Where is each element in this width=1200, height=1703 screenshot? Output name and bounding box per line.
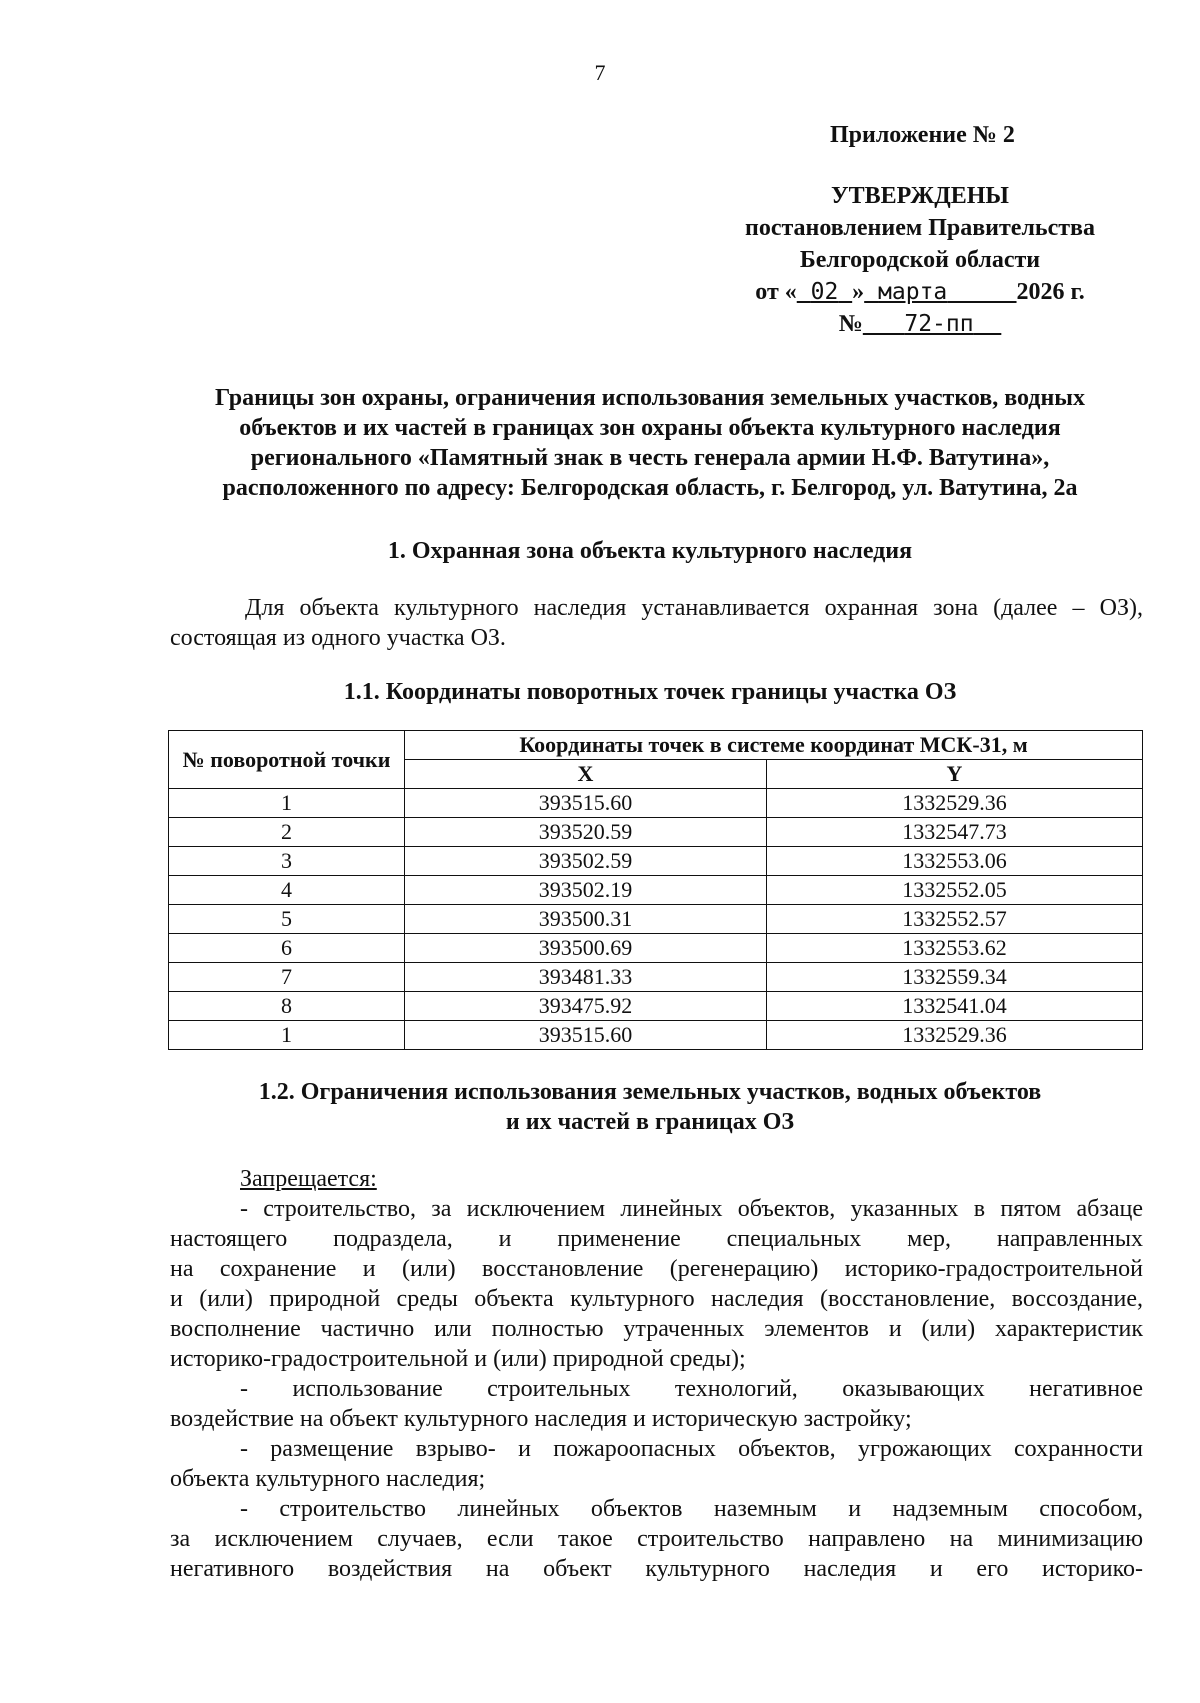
x-cell: 393515.60 [405,789,767,818]
item-3-line-1: - размещение взрыво- и пожароопасных объектов, угрожающих сохранности [240,1436,1143,1462]
section-1-intro [170,593,1143,653]
point-cell: 6 [169,934,405,963]
resolution-number [700,308,1140,340]
y-cell: 1332552.05 [767,876,1143,905]
point-cell: 8 [169,992,405,1021]
intro-line-2: состоящая из одного участка ОЗ. [170,625,506,651]
item-2-line-2: воздействие на объект культурного наследия и историческую застройку; [170,1406,912,1432]
x-cell: 393502.59 [405,847,767,876]
y-cell: 1332547.73 [767,818,1143,847]
title-line-1: Границы зон охраны, ограничения использования земельных участков, водных [214,385,1086,411]
y-cell: 1332541.04 [767,992,1143,1021]
x-cell: 393520.59 [405,818,767,847]
date-year: 2026 г. [1016,279,1085,305]
point-cell: 1 [169,1021,405,1050]
point-cell: 1 [169,789,405,818]
item-1-line-5: восполнение частично или полностью утраченных элементов и (или) характеристик [170,1316,1143,1342]
point-cell: 7 [169,963,405,992]
date-mid: » [852,279,865,305]
title-line-2: объектов и их частей в границах зон охраны объекта культурного наследия [239,415,1061,441]
table-row [169,847,1143,876]
number-value: 72-пп [904,311,974,337]
header-x: X [405,760,767,789]
y-cell: 1332553.06 [767,847,1143,876]
section-1-2-heading-line-1: 1.2. Ограничения использования земельных участков, водных объектов [258,1079,1042,1105]
intro-line-1: Для объекта культурного наследия устанавливается охранная зона (далее – ОЗ), [245,595,1143,621]
x-cell: 393475.92 [405,992,767,1021]
x-cell: 393481.33 [405,963,767,992]
title-line-3: регионального «Памятный знак в честь генерала армии Н.Ф. Ватутина», [250,445,1050,471]
header-point-number: № поворотной точки [169,731,405,789]
page-number: 7 [594,60,606,85]
point-cell: 2 [169,818,405,847]
item-2-line-1: - использование строительных технологий, оказывающих негативное [240,1376,1143,1402]
item-1-line-4: и (или) природной среды объекта культурного наследия (восстановление, воссоздание, [170,1286,1143,1312]
section-1-1-heading: 1.1. Координаты поворотных точек границы участка ОЗ [343,679,957,705]
document-title [150,383,1150,503]
x-cell: 393515.60 [405,1021,767,1050]
item-1-line-2: настоящего подраздела, и применение специальных мер, направленных [170,1226,1143,1252]
date-month: марта [878,279,948,305]
title-line-4: расположенного по адресу: Белгородская область, г. Белгород, ул. Ватутина, 2а [222,475,1078,501]
y-cell: 1332559.34 [767,963,1143,992]
y-cell: 1332529.36 [767,789,1143,818]
approved-heading: УТВЕРЖДЕНЫ [831,183,1009,209]
table-row [169,1021,1143,1050]
item-4-line-2: за исключением случаев, если такое строительство направлено на минимизацию [170,1526,1143,1552]
item-3-line-2: объекта культурного наследия; [170,1466,486,1492]
table-row [169,876,1143,905]
table-row [169,789,1143,818]
x-cell: 393502.19 [405,876,767,905]
resolution-date [700,276,1140,308]
item-4-line-3: негативного воздействия на объект культурного наследия и его историко- [170,1556,1143,1582]
y-cell: 1332552.57 [767,905,1143,934]
table-row [169,905,1143,934]
item-1-line-3: на сохранение и (или) восстановление (регенерацию) историко-градостроительной [170,1256,1143,1282]
date-day: 02 [810,279,839,305]
section-1-2-heading-line-2: и их частей в границах ОЗ [505,1109,795,1135]
point-cell: 5 [169,905,405,934]
item-4-line-1: - строительство линейных объектов наземным и надземным способом, [240,1496,1143,1522]
coordinates-table [168,730,1143,1050]
header-coordinates: Координаты точек в системе координат МСК-31, м [405,731,1143,760]
approval-block [700,180,1140,340]
table-row [169,963,1143,992]
y-cell: 1332529.36 [767,1021,1143,1050]
item-1-line-1: - строительство, за исключением линейных объектов, указанных в пятом абзаце [240,1196,1143,1222]
x-cell: 393500.69 [405,934,767,963]
y-cell: 1332553.62 [767,934,1143,963]
resolution-line-1: постановлением Правительства [744,215,1095,241]
item-1-line-6: историко-градостроительной и (или) природной среды); [170,1346,746,1372]
section-1-heading: 1. Охранная зона объекта культурного наследия [387,538,913,564]
appendix-label: Приложение № 2 [830,122,1015,148]
point-cell: 4 [169,876,405,905]
prohibited-label: Запрещается: [240,1166,377,1192]
x-cell: 393500.31 [405,905,767,934]
point-cell: 3 [169,847,405,876]
table-row [169,992,1143,1021]
table-row [169,934,1143,963]
restrictions-body [170,1164,1143,1584]
number-prefix: № [838,311,863,337]
section-1-2-heading [150,1077,1150,1137]
header-y: Y [767,760,1143,789]
table-row [169,818,1143,847]
date-prefix: от « [755,279,797,305]
resolution-line-2: Белгородской области [799,247,1041,273]
